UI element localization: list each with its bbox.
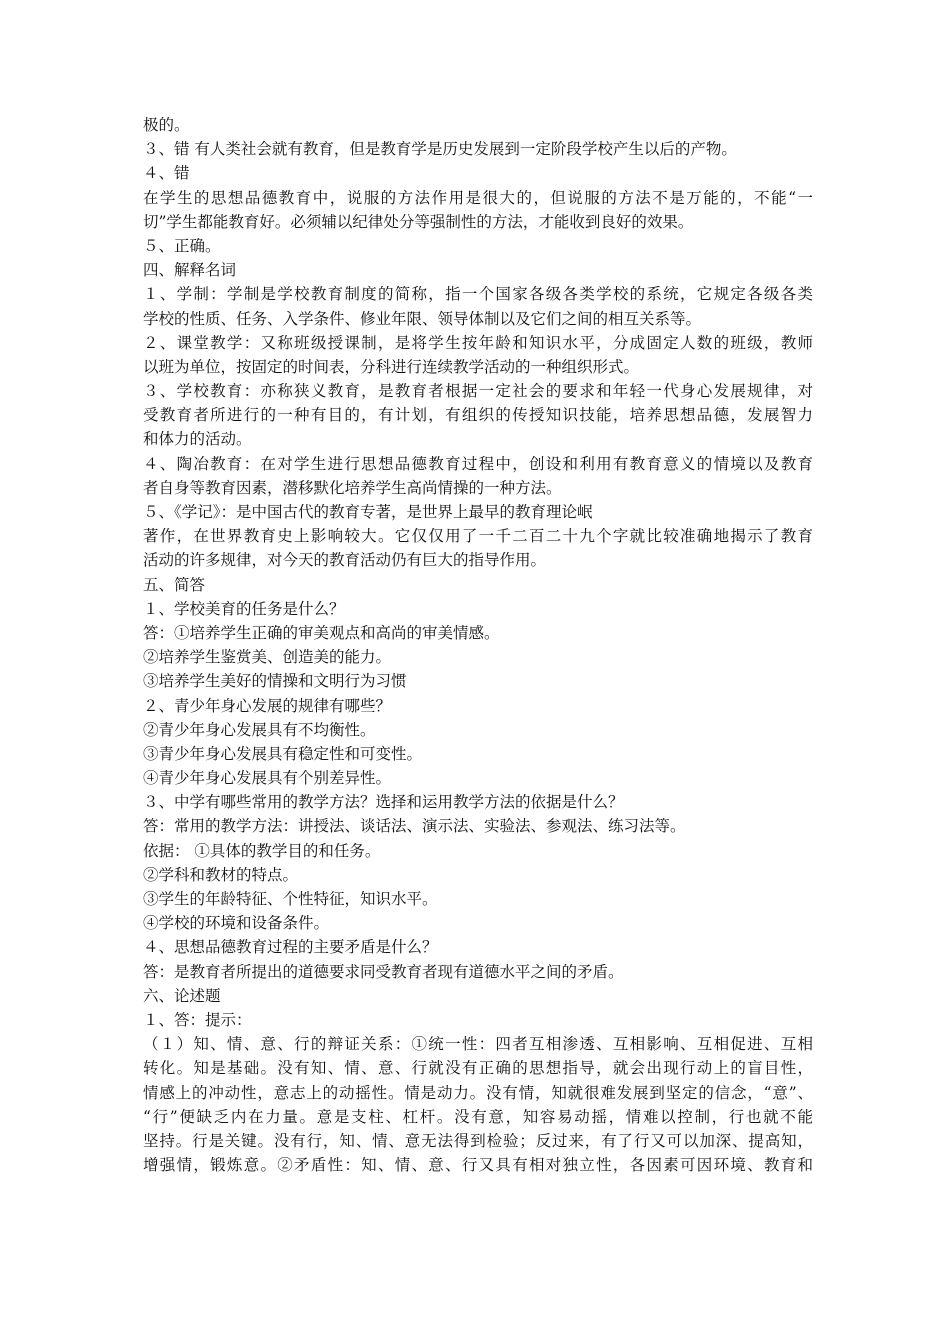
- text-line: 五、简答: [143, 575, 206, 594]
- text-line: （１）知、情、意、行的辩证关系：①统一性：四者互相渗透、互相影响、互相促进、互相: [143, 1035, 813, 1054]
- text-line: 六、论述题: [143, 986, 221, 1005]
- text-line: 答：①培养学生正确的审美观点和高尚的审美情感。: [143, 623, 500, 642]
- document-page: [143, 113, 813, 1177]
- text-line: 学校的性质、任务、入学条件、修业年限、领导体制以及它们之间的相互关系等。: [143, 309, 702, 328]
- text-line: 依据： ①具体的教学目的和任务。: [143, 841, 381, 860]
- text-line: ④学校的环境和设备条件。: [143, 914, 330, 933]
- text-line: 答：是教育者所提出的道德要求同受教育者现有道德水平之间的矛盾。: [143, 962, 624, 981]
- text-line: ４、思想品德教育过程的主要矛盾是什么？: [143, 938, 438, 957]
- text-line: ５、正确。: [143, 236, 221, 255]
- text-line: 者自身等教育因素，潜移默化培养学生高尚情操的一种方法。: [143, 478, 562, 497]
- text-line: ②学科和教材的特点。: [143, 865, 299, 884]
- text-line: 受教育者所进行的一种有目的，有计划，有组织的传授知识技能，培养思想品德，发展智力: [143, 406, 813, 425]
- text-line: 转化。知是基础。没有知、情、意、行就没有正确的思想指导，就会出现行动上的盲目性，: [143, 1059, 813, 1078]
- text-line: １、学制：学制是学校教育制度的简称，指一个国家各级各类学校的系统，它规定各级各类: [143, 285, 813, 304]
- text-line: 极的。: [143, 116, 190, 134]
- text-line: 著作，在世界教育史上影响较大。它仅仅用了一千二百二十九个字就比较准确地揭示了教育: [143, 527, 813, 546]
- text-line: ２、课堂教学：又称班级授课制，是将学生按年龄和知识水平，分成固定人数的班级，教师: [143, 333, 813, 352]
- text-line: 以班为单位，按固定的时间表，分科进行连续教学活动的一种组织形式。: [143, 357, 640, 376]
- text-line: ３、错 有人类社会就有教育，但是教育学是历史发展到一定阶段学校产生以后的产物。: [143, 140, 737, 159]
- text-line: ②培养学生鉴赏美、创造美的能力。: [143, 648, 392, 667]
- text-line: ②青少年身心发展具有不均衡性。: [143, 720, 376, 739]
- text-line: ③青少年身心发展具有稳定性和可变性。: [143, 744, 423, 763]
- text-line: “行”便缺乏内在力量。意是支柱、杠杆。没有意，知容易动摇，情难以控制，行也就不能: [143, 1107, 813, 1126]
- text-line: 情感上的冲动性，意志上的动摇性。情是动力。没有情，知就很难发展到坚定的信念，“意”、: [143, 1083, 813, 1102]
- text-line: ４、陶冶教育：在对学生进行思想品德教育过程中，创设和利用有教育意义的情境以及教育: [143, 454, 813, 473]
- text-line: ④青少年身心发展具有个别差异性。: [143, 769, 392, 788]
- text-line: １、学校美育的任务是什么？: [143, 599, 345, 618]
- text-line: ③培养学生美好的情操和文明行为习惯: [143, 672, 407, 691]
- text-line: 四、解释名词: [143, 261, 237, 280]
- text-line: ４、错: [143, 164, 190, 183]
- text-line: 在学生的思想品德教育中，说服的方法作用是很大的，但说服的方法不是万能的，不能“一: [143, 188, 813, 207]
- text-line: ５、《学记》：是中国古代的教育专著，是世界上最早的教育理论岷: [143, 503, 593, 521]
- text-line: 切”学生都能教育好。必须辅以纪律处分等强制性的方法，才能收到良好的效果。: [143, 212, 694, 231]
- text-line: ③学生的年龄特征、个性特征，知识水平。: [143, 890, 438, 908]
- text-line: ３、中学有哪些常用的教学方法？选择和运用教学方法的依据是什么？: [143, 793, 624, 812]
- text-line: 活动的许多规律，对今天的教育活动仍有巨大的指导作用。: [143, 551, 547, 570]
- text-line: 增强情，锻炼意。②矛盾性：知、情、意、行又具有相对独立性，各因素可因环境、教育和: [143, 1156, 813, 1175]
- text-line: 坚持。行是关键。没有行，知、情、意无法得到检验；反过来，有了行又可以加深、提高知，: [143, 1131, 813, 1150]
- text-line: ２、青少年身心发展的规律有哪些？: [143, 696, 392, 715]
- text-line: 和体力的活动。: [143, 430, 252, 449]
- text-line: 答：常用的教学方法：讲授法、谈话法、演示法、实验法、参观法、练习法等。: [143, 817, 686, 836]
- text-line: ３、学校教育：亦称狭义教育，是教育者根据一定社会的要求和年轻一代身心发展规律，对: [143, 382, 813, 401]
- text-line: １、答：提示：: [143, 1010, 252, 1029]
